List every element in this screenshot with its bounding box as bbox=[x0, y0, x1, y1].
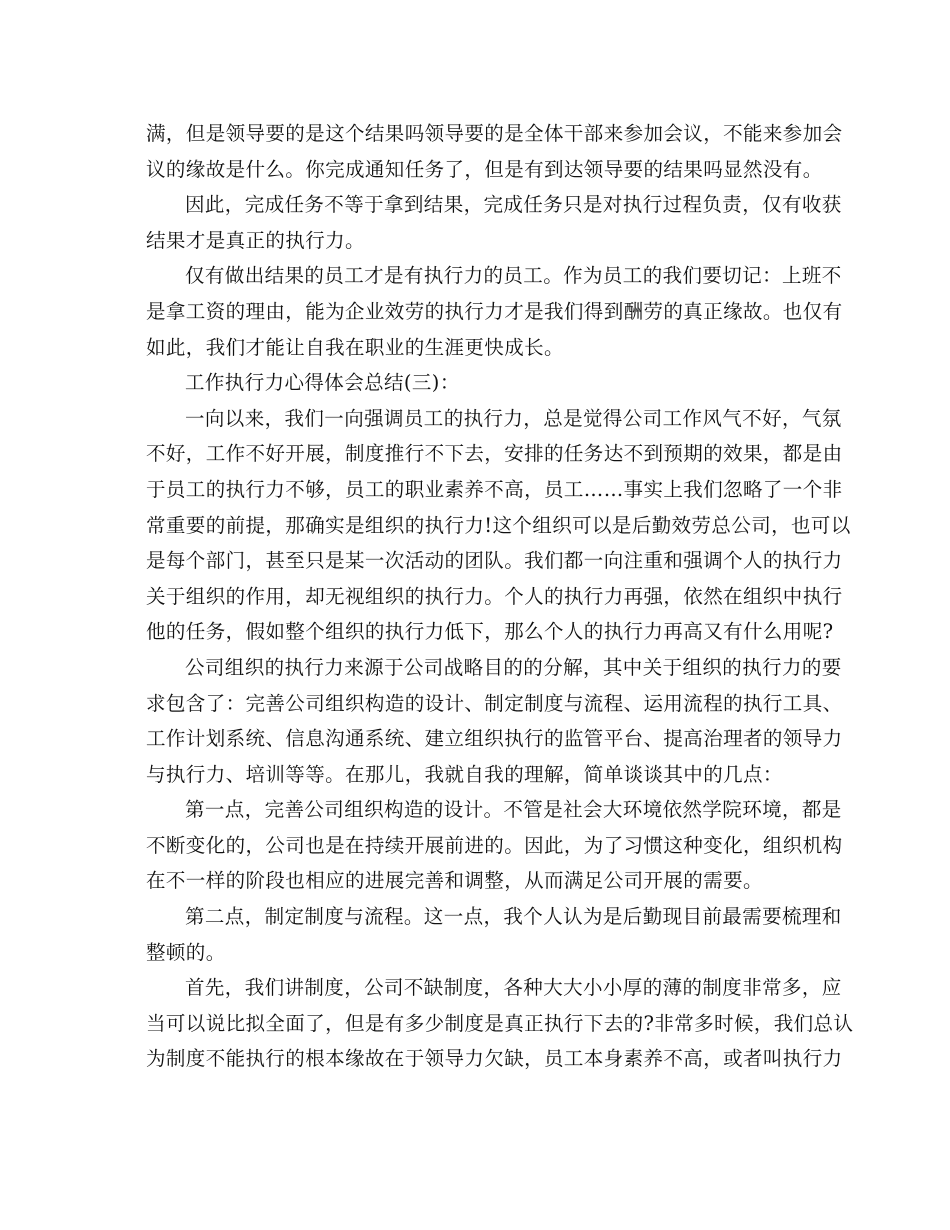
text-line: 常重要的前提，那确实是组织的执行力!这个组织可以是后勤效劳总公司，也可以 bbox=[146, 513, 851, 537]
paragraph-first-line: 首先，我们讲制度，公司不缺制度，各种大大小小厚的薄的制度非常多，应 bbox=[185, 976, 842, 1000]
text-line: 当可以说比拟全面了，但是有多少制度是真正执行下去的?非常多时候，我们总认 bbox=[146, 1011, 854, 1035]
section-heading: 工作执行力心得体会总结(三)： bbox=[185, 371, 460, 395]
text-line: 满，但是领导要的是这个结果吗领导要的是全体干部来参加会议，不能来参加会 bbox=[146, 122, 843, 145]
body-text bbox=[146, 116, 854, 1077]
paragraph-first-line: 公司组织的执行力来源于公司战略目的的分解，其中关于组织的执行力的要 bbox=[185, 655, 842, 679]
text-line: 与执行力、培训等等。在那儿，我就自我的理解，简单谈谈其中的几点： bbox=[146, 762, 783, 786]
paragraph-first-line: 一向以来，我们一向强调员工的执行力，总是觉得公司工作风气不好，气氛 bbox=[185, 406, 842, 430]
text-line: 不断变化的，公司也是在持续开展前进的。因此，为了习惯这种变化，组织机构 bbox=[146, 833, 843, 857]
text-line: 于员工的执行力不够，员工的职业素养不高，员工……事实上我们忽略了一个非 bbox=[146, 477, 843, 501]
text-line: 为制度不能执行的根本缘故在于领导力欠缺，员工本身素养不高，或者叫执行力 bbox=[146, 1047, 843, 1071]
text-line: 是每个部门，甚至只是某一次活动的团队。我们都一向注重和强调个人的执行力 bbox=[146, 549, 843, 573]
paragraph-first-line: 第二点，制定制度与流程。这一点，我个人认为是后勤现目前最需要梳理和 bbox=[185, 905, 842, 929]
text-line: 整顿的。 bbox=[146, 940, 226, 964]
text-line: 求包含了：完善公司组织构造的设计、制定制度与流程、运用流程的执行工具、 bbox=[146, 691, 843, 715]
text-line: 不好，工作不好开展，制度推行不下去，安排的任务达不到预期的效果，都是由 bbox=[146, 442, 843, 466]
text-line: 议的缘故是什么。你完成通知任务了，但是有到达领导要的结果吗显然没有。 bbox=[146, 157, 823, 181]
paragraph-first-line: 第一点，完善公司组织构造的设计。不管是社会大环境依然学院环境，都是 bbox=[185, 798, 842, 822]
text-line: 他的任务，假如整个组织的执行力低下，那么个人的执行力再高又有什么用呢? bbox=[146, 620, 834, 644]
text-line: 是拿工资的理由，能为企业效劳的执行力才是我们得到酬劳的真正缘故。也仅有 bbox=[146, 299, 843, 323]
text-line: 工作计划系统、信息沟通系统、建立组织执行的监管平台、提高治理者的领导力 bbox=[146, 727, 843, 751]
paragraph-first-line: 因此，完成任务不等于拿到结果，完成任务只是对执行过程负责，仅有收获 bbox=[185, 193, 842, 217]
text-line: 在不一样的阶段也相应的进展完善和调整，从而满足公司开展的需要。 bbox=[146, 869, 763, 893]
text-line: 如此，我们才能让自我在职业的生涯更快成长。 bbox=[146, 335, 564, 359]
text-line: 结果才是真正的执行力。 bbox=[146, 228, 365, 252]
paragraph-first-line: 仅有做出结果的员工才是有执行力的员工。作为员工的我们要切记：上班不 bbox=[185, 264, 842, 288]
text-line: 关于组织的作用，却无视组织的执行力。个人的执行力再强，依然在组织中执行 bbox=[146, 584, 843, 608]
